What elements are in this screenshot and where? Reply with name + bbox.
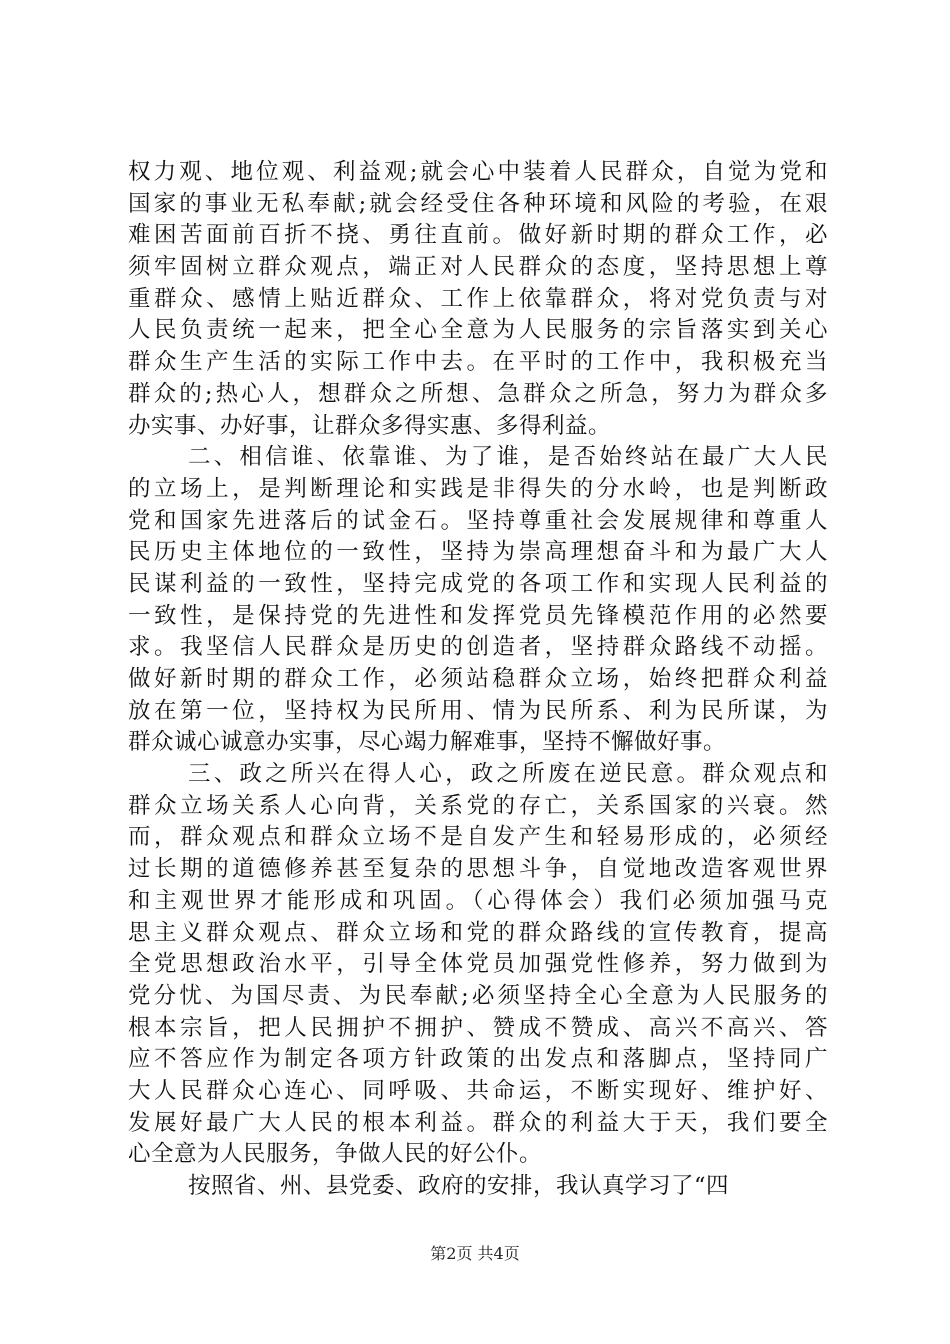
text-line: 群众立场关系人心向背，关系党的存亡，关系国家的兴衰。然 [128, 792, 828, 819]
body-text [128, 157, 828, 1203]
text-line: 全党思想政治水平，引导全体党员加强党性修养，努力做到为 [128, 951, 828, 978]
text-line: 根本宗旨，把人民拥护不拥护、赞成不赞成、高兴不高兴、答 [128, 1014, 828, 1041]
text-line: 人民负责统一起来，把全心全意为人民服务的宗旨落实到关心 [128, 317, 828, 344]
text-line: 思主义群众观点、群众立场和党的群众路线的宣传教育，提高 [128, 919, 828, 946]
text-line: 发展好最广大人民的根本利益。群众的利益大于天，我们要全 [128, 1109, 828, 1136]
text-line: 做好新时期的群众工作，必须站稳群众立场，始终把群众利益 [128, 666, 828, 692]
paragraph [128, 759, 828, 1171]
page-footer: 第2页 共4页 [430, 1244, 520, 1263]
text-line: 三、政之所兴在得人心，政之所废在逆民意。群众观点和 [188, 761, 828, 788]
text-line: 一致性，是保持党的先进性和发挥党员先锋模范作用的必然要 [128, 602, 828, 629]
paragraph [128, 442, 828, 759]
text-line: 放在第一位，坚持权为民所用、情为民所系、利为民所谋，为 [128, 697, 828, 724]
text-line: 求。我坚信人民群众是历史的创造者，坚持群众路线不动摇。 [128, 634, 828, 661]
text-line: 权力观、地位观、利益观;就会心中装着人民群众，自觉为党和 [128, 159, 828, 185]
text-line: 重群众、感情上贴近群众、工作上依靠群众，将对党负责与对 [128, 285, 828, 312]
text-line: 心全意为人民服务，争做人民的好公仆。 [128, 1141, 543, 1168]
text-line: 按照省、州、县党委、政府的安排，我认真学习了“四 [188, 1173, 730, 1199]
text-line: 应不答应作为制定各项方针政策的出发点和落脚点，坚持同广 [128, 1046, 828, 1073]
text-line: 而，群众观点和群众立场不是自发产生和轻易形成的，必须经 [128, 824, 828, 851]
text-line: 群众的;热心人，想群众之所想、急群众之所急，努力为群众多 [128, 380, 828, 407]
text-line: 群众诚心诚意办实事，尽心竭力解难事，坚持不懈做好事。 [128, 729, 727, 756]
text-line: 群众生产生活的实际工作中去。在平时的工作中，我积极充当 [128, 349, 828, 376]
text-line: 民历史主体地位的一致性，坚持为崇高理想奋斗和为最广大人 [128, 539, 828, 566]
text-line: 难困苦面前百折不挠、勇往直前。做好新时期的群众工作，必 [128, 222, 828, 249]
text-line: 民谋利益的一致性，坚持完成党的各项工作和实现人民利益的 [128, 570, 828, 597]
text-line: 党分忧、为国尽责、为民奉献;必须坚持全心全意为人民服务的 [128, 982, 828, 1009]
text-line: 党和国家先进落后的试金石。坚持尊重社会发展规律和尊重人 [128, 507, 828, 534]
paragraph [128, 157, 828, 442]
text-line: 办实事、办好事，让群众多得实惠、多得利益。 [128, 412, 612, 439]
text-line: 国家的事业无私奉献;就会经受住各种环境和风险的考验，在艰 [128, 190, 828, 217]
text-line: 的立场上，是判断理论和实践是非得失的分水岭，也是判断政 [128, 475, 828, 502]
paragraph [128, 1171, 828, 1203]
text-line: 须牢固树立群众观点，端正对人民群众的态度，坚持思想上尊 [128, 254, 828, 281]
text-line: 二、相信谁、依靠谁、为了谁，是否始终站在最广大人民 [188, 444, 828, 471]
text-line: 大人民群众心连心、同呼吸、共命运，不断实现好、维护好、 [128, 1077, 828, 1104]
text-line: 和主观世界才能形成和巩固。（心得体会）我们必须加强马克 [128, 887, 828, 914]
text-line: 过长期的道德修养甚至复杂的思想斗争，自觉地改造客观世界 [128, 856, 828, 883]
